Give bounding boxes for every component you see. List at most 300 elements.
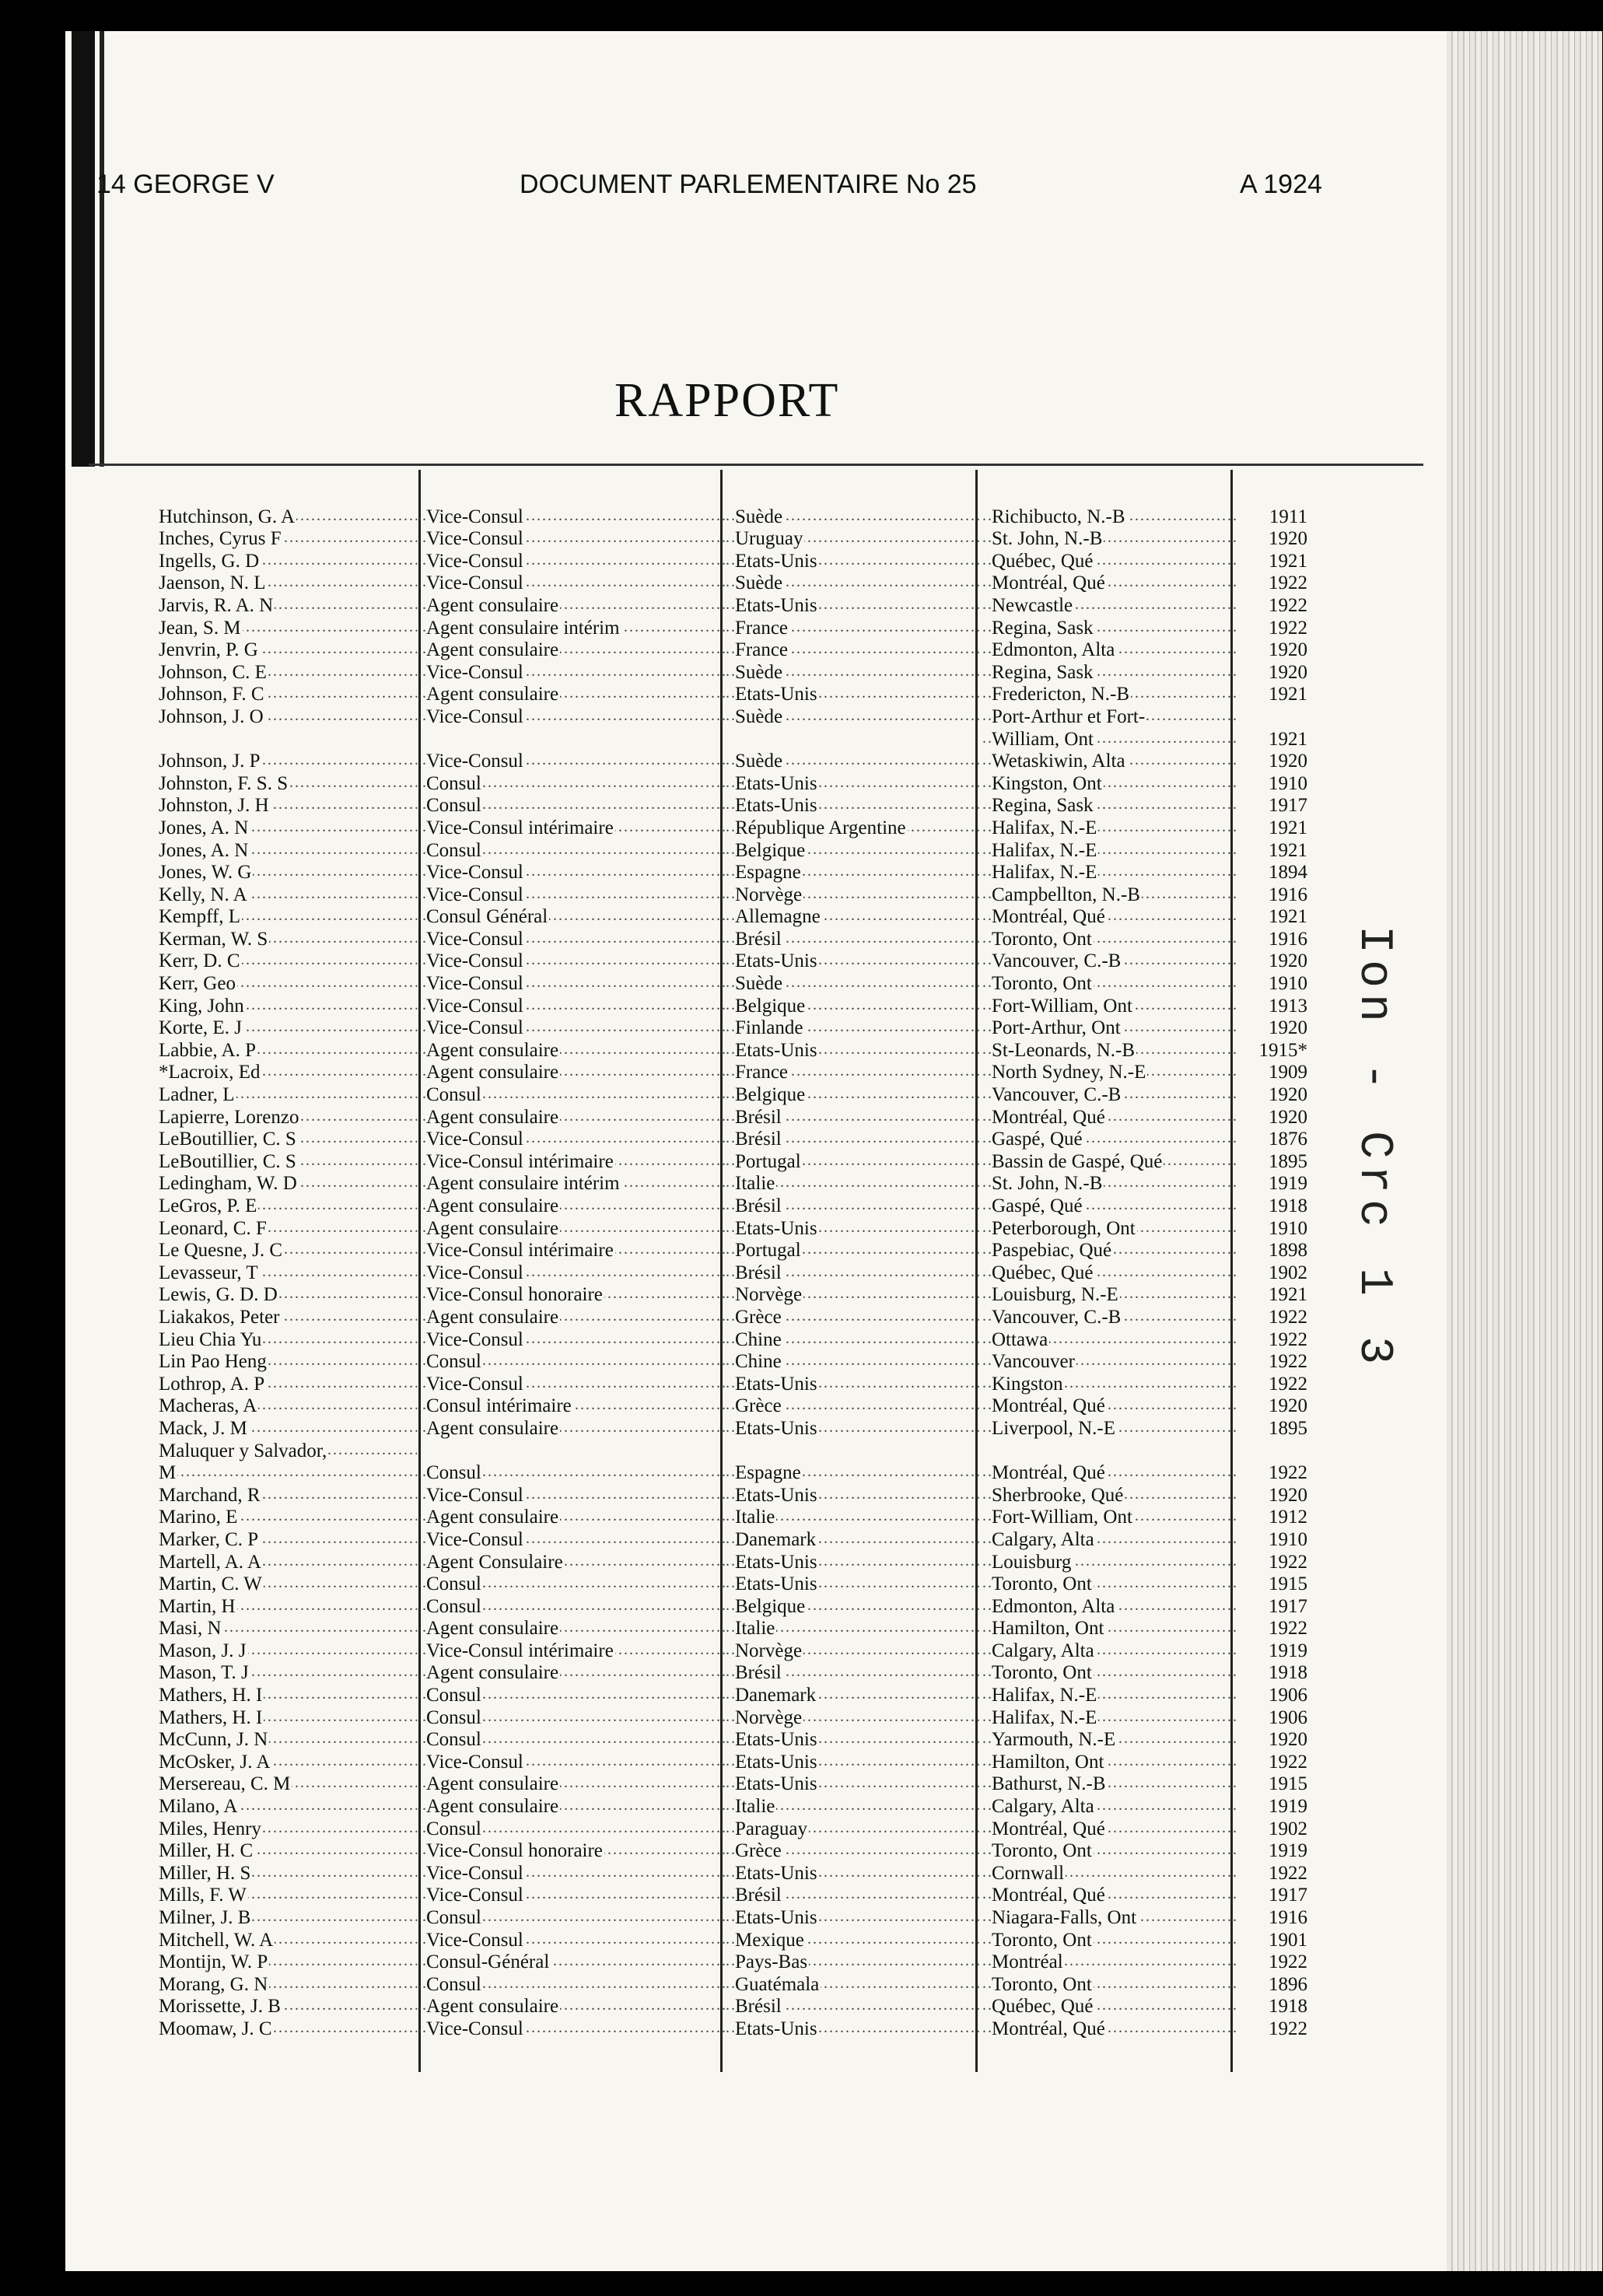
table-row xyxy=(159,1484,1349,1507)
name-cell xyxy=(159,1773,417,1795)
year-cell xyxy=(1239,1552,1315,1573)
table-row xyxy=(159,1306,1349,1328)
year-cell-text: 1922 xyxy=(1269,1862,1307,1884)
location-cell-text: Québec, Qué xyxy=(992,1262,1094,1283)
country-cell xyxy=(726,1773,982,1795)
year-cell-text: 1910 xyxy=(1269,973,1307,995)
name-cell-text: Martell, A. A xyxy=(159,1551,261,1573)
name-cell xyxy=(159,840,417,862)
year-cell-text: 1922 xyxy=(1269,1328,1307,1350)
year-cell-text: 1915* xyxy=(1258,1039,1307,1061)
table-row xyxy=(159,1684,1349,1706)
year-cell xyxy=(1239,973,1315,995)
country-cell-text: Espagne xyxy=(735,1462,801,1484)
name-cell-text: Masi, N xyxy=(159,1618,222,1640)
page-edge-stack xyxy=(1447,31,1602,2271)
country-cell xyxy=(726,1151,982,1173)
country-cell-text: Etats-Unis xyxy=(735,1417,817,1439)
year-cell-text: 1917 xyxy=(1269,795,1307,817)
title-cell-text: Vice-Consul xyxy=(426,705,523,727)
title-cell xyxy=(417,706,726,728)
location-cell xyxy=(982,1440,1239,1462)
title-cell xyxy=(417,1151,726,1173)
table-row xyxy=(159,1262,1349,1284)
country-cell-text: Etats-Unis xyxy=(735,1551,817,1573)
title-cell xyxy=(417,1618,726,1640)
location-cell xyxy=(982,1685,1239,1706)
country-cell-text: Portugal xyxy=(735,1150,801,1172)
year-cell-text: 1912 xyxy=(1269,1507,1307,1528)
country-cell xyxy=(726,1529,982,1551)
country-cell xyxy=(726,1618,982,1640)
country-cell-text: Pays-Bas xyxy=(735,1951,808,1973)
location-cell-text: Calgary, Alta xyxy=(992,1640,1094,1661)
year-cell-text: 1901 xyxy=(1269,1929,1307,1951)
title-cell xyxy=(417,1951,726,1973)
name-cell-text: Ingells, G. D xyxy=(159,550,260,572)
country-cell xyxy=(726,884,982,906)
location-cell-text: Gaspé, Qué xyxy=(992,1129,1083,1150)
country-cell xyxy=(726,1552,982,1573)
name-cell xyxy=(159,1329,417,1351)
title-cell xyxy=(417,1062,726,1083)
name-cell xyxy=(159,1062,417,1083)
table-row xyxy=(159,1929,1349,1951)
location-cell xyxy=(982,1707,1239,1729)
year-cell xyxy=(1239,1418,1315,1440)
name-cell xyxy=(159,1284,417,1306)
country-cell xyxy=(726,1329,982,1351)
name-cell-text: Lothrop, A. P xyxy=(159,1373,265,1395)
location-cell-text: Toronto, Ont xyxy=(992,973,1092,995)
header-left: 14 GEORGE V xyxy=(96,170,275,199)
country-cell xyxy=(726,684,982,705)
country-cell xyxy=(726,1573,982,1595)
table-row xyxy=(159,1328,1349,1351)
table-row xyxy=(159,795,1349,817)
title-cell-text: Consul xyxy=(426,1462,481,1484)
location-cell xyxy=(982,1596,1239,1618)
location-cell-text: Bathurst, N.-B xyxy=(992,1773,1106,1795)
location-cell xyxy=(982,1618,1239,1640)
location-cell-text: Bassin de Gaspé, Qué xyxy=(992,1150,1163,1172)
country-cell xyxy=(726,662,982,684)
title-cell xyxy=(417,684,726,705)
year-cell xyxy=(1239,817,1315,839)
name-cell xyxy=(159,1618,417,1640)
name-cell-text: Marker, C. P xyxy=(159,1528,259,1550)
title-cell-text: Vice-Consul intérimaire xyxy=(426,817,614,838)
location-cell xyxy=(982,1729,1239,1751)
year-cell-text: 1921 xyxy=(1269,839,1307,861)
year-cell-text: 1919 xyxy=(1269,1173,1307,1195)
name-cell xyxy=(159,506,417,528)
table-row xyxy=(159,1039,1349,1062)
title-cell xyxy=(417,906,726,928)
country-cell-text: Etats-Unis xyxy=(735,550,817,572)
name-cell xyxy=(159,884,417,906)
year-cell-text: 1918 xyxy=(1269,1662,1307,1684)
year-cell xyxy=(1239,1818,1315,1840)
name-cell-text: Mack, J. M xyxy=(159,1417,247,1439)
country-cell-text: Etats-Unis xyxy=(735,1039,817,1061)
year-cell-text: 1913 xyxy=(1269,995,1307,1017)
table-row xyxy=(159,1840,1349,1863)
name-cell xyxy=(159,1440,417,1462)
year-cell xyxy=(1239,1040,1315,1062)
country-cell xyxy=(726,1307,982,1328)
country-cell xyxy=(726,996,982,1017)
name-cell xyxy=(159,1374,417,1395)
country-cell-text: Etats-Unis xyxy=(735,594,817,616)
country-cell xyxy=(726,1596,982,1618)
name-cell xyxy=(159,795,417,817)
country-cell-text: Suède xyxy=(735,506,783,527)
year-cell-text: 1922 xyxy=(1269,1751,1307,1773)
year-cell xyxy=(1239,1462,1315,1484)
table-row xyxy=(159,1951,1349,1974)
table-row xyxy=(159,2018,1349,2040)
location-cell xyxy=(982,1507,1239,1528)
country-cell-text: Suède xyxy=(735,751,783,772)
name-cell xyxy=(159,1218,417,1240)
year-cell-text: 1921 xyxy=(1269,684,1307,705)
location-cell xyxy=(982,1218,1239,1240)
year-cell xyxy=(1239,795,1315,817)
location-cell-text: Campbellton, N.-B xyxy=(992,884,1140,905)
location-cell-text: Edmonton, Alta xyxy=(992,1595,1115,1617)
year-cell-text: 1922 xyxy=(1269,1351,1307,1373)
location-cell xyxy=(982,1395,1239,1417)
country-cell-text: Etats-Unis xyxy=(735,1907,817,1928)
year-cell xyxy=(1239,1017,1315,1039)
name-cell-text: Ledingham, W. D xyxy=(159,1173,297,1195)
table-row xyxy=(159,550,1349,572)
country-cell xyxy=(726,1440,982,1462)
location-cell-text: Gaspé, Qué xyxy=(992,1195,1083,1216)
name-cell xyxy=(159,1307,417,1328)
year-cell xyxy=(1239,1151,1315,1173)
title-cell xyxy=(417,751,726,772)
country-cell xyxy=(726,551,982,572)
name-cell xyxy=(159,1974,417,1996)
country-cell-text: Etats-Unis xyxy=(735,1484,817,1506)
location-cell-text: Halifax, N.-E xyxy=(992,862,1097,884)
country-cell xyxy=(726,1818,982,1840)
title-cell-text: Vice-Consul intérimaire xyxy=(426,1640,614,1661)
year-cell-text: 1921 xyxy=(1269,906,1307,928)
year-cell xyxy=(1239,1395,1315,1417)
name-cell-text: McCunn, J. N xyxy=(159,1729,268,1751)
name-cell-text: Kerman, W. S xyxy=(159,928,268,950)
location-cell xyxy=(982,1485,1239,1507)
year-cell-text: 1911 xyxy=(1269,506,1307,527)
year-cell-text xyxy=(1307,1440,1309,1461)
title-cell xyxy=(417,1818,726,1840)
title-cell-text: Agent consulaire xyxy=(426,1039,559,1061)
name-cell-text: Johnson, F. C xyxy=(159,684,264,705)
location-cell xyxy=(982,1662,1239,1684)
year-cell xyxy=(1239,1773,1315,1795)
location-cell xyxy=(982,662,1239,684)
title-cell-text: Vice-Consul honoraire xyxy=(426,1840,603,1862)
country-cell-text: Brésil xyxy=(735,1996,782,2018)
table-row xyxy=(159,594,1349,617)
table-row xyxy=(159,839,1349,862)
table-row xyxy=(159,1083,1349,1106)
name-cell-text: Moomaw, J. C xyxy=(159,2018,272,2039)
title-cell-text: Agent consulaire xyxy=(426,1796,559,1818)
location-cell-text: North Sydney, N.-E xyxy=(992,1062,1146,1083)
name-cell-text: *Lacroix, Ed xyxy=(159,1062,261,1083)
location-cell-text xyxy=(992,1440,993,1461)
country-cell-text: Italie xyxy=(735,1796,775,1818)
location-cell xyxy=(982,1418,1239,1440)
country-cell-text: Belgique xyxy=(735,1084,806,1106)
location-cell xyxy=(982,729,1239,751)
title-cell-text: Vice-Consul xyxy=(426,661,523,683)
location-cell-text: Montréal, Qué xyxy=(992,1885,1105,1906)
name-cell xyxy=(159,817,417,839)
year-cell xyxy=(1239,996,1315,1017)
title-cell xyxy=(417,1729,726,1751)
country-cell-text: Etats-Unis xyxy=(735,1573,817,1595)
year-cell xyxy=(1239,2018,1315,2040)
country-cell-text: Suède xyxy=(735,973,783,995)
location-cell xyxy=(982,840,1239,862)
title-cell-text: Consul xyxy=(426,1729,481,1751)
country-cell xyxy=(726,1240,982,1262)
table-row xyxy=(159,1618,1349,1640)
country-cell-text: Allemagne xyxy=(735,906,821,928)
name-cell-text: Milano, A xyxy=(159,1796,238,1818)
table-row xyxy=(159,1573,1349,1596)
country-cell-text: Etats-Unis xyxy=(735,1217,817,1239)
table-row xyxy=(159,972,1349,995)
year-cell-text: 1922 xyxy=(1269,1951,1307,1973)
year-cell-text: 1915 xyxy=(1269,1773,1307,1795)
year-cell-text: 1918 xyxy=(1269,1996,1307,2018)
location-cell-text: Toronto, Ont xyxy=(992,1840,1092,1862)
location-cell-text: Montréal, Qué xyxy=(992,2018,1105,2039)
name-cell-text: Lin Pao Heng xyxy=(159,1351,267,1373)
table-row xyxy=(159,1729,1349,1752)
name-cell xyxy=(159,684,417,705)
year-cell xyxy=(1239,1707,1315,1729)
name-cell-text: Kelly, N. A xyxy=(159,884,247,905)
location-cell xyxy=(982,1818,1239,1840)
title-cell-text: Consul Général xyxy=(426,906,548,928)
location-cell xyxy=(982,2018,1239,2040)
year-cell-text: 1920 xyxy=(1269,528,1307,550)
country-cell-text: Norvège xyxy=(735,1706,803,1728)
year-cell xyxy=(1239,1485,1315,1507)
name-cell xyxy=(159,751,417,772)
country-cell xyxy=(726,1662,982,1684)
location-cell xyxy=(982,1374,1239,1395)
year-cell xyxy=(1239,1240,1315,1262)
name-cell-text: Liakakos, Peter xyxy=(159,1306,280,1328)
year-cell xyxy=(1239,662,1315,684)
title-cell-text: Vice-Consul xyxy=(426,528,523,550)
location-cell xyxy=(982,639,1239,661)
name-cell xyxy=(159,1462,417,1484)
location-cell-text: Calgary, Alta xyxy=(992,1528,1094,1550)
country-cell-text: Paraguay xyxy=(735,1818,808,1839)
table-row xyxy=(159,862,1349,884)
table-row xyxy=(159,572,1349,595)
name-cell xyxy=(159,1107,417,1129)
name-cell xyxy=(159,996,417,1017)
location-cell xyxy=(982,1885,1239,1906)
country-cell-text xyxy=(735,729,737,750)
location-cell xyxy=(982,751,1239,772)
year-cell xyxy=(1239,1752,1315,1773)
year-cell-text: 1920 xyxy=(1269,661,1307,683)
location-cell-text: Vancouver xyxy=(992,1351,1075,1373)
title-cell-text: Consul xyxy=(426,1685,481,1706)
year-cell xyxy=(1239,528,1315,550)
year-cell-text: 1902 xyxy=(1269,1818,1307,1839)
table-row xyxy=(159,1106,1349,1129)
location-cell xyxy=(982,1907,1239,1929)
location-cell-text: Québec, Qué xyxy=(992,550,1094,572)
location-cell-text: Fort-William, Ont xyxy=(992,1507,1132,1528)
name-cell xyxy=(159,906,417,928)
name-cell-text: Le Quesne, J. C xyxy=(159,1240,282,1262)
table-row xyxy=(159,1351,1349,1374)
name-cell xyxy=(159,662,417,684)
title-cell-text: Agent consulaire intérim xyxy=(426,617,620,639)
location-cell xyxy=(982,1151,1239,1173)
location-cell xyxy=(982,773,1239,795)
title-cell-text: Vice-Consul xyxy=(426,751,523,772)
table-row xyxy=(159,1395,1349,1418)
title-cell xyxy=(417,506,726,528)
name-cell-text: Jones, W. G xyxy=(159,862,252,884)
name-cell xyxy=(159,706,417,728)
location-cell-text: Ottawa xyxy=(992,1328,1048,1350)
title-cell xyxy=(417,1662,726,1684)
year-cell-text: 1894 xyxy=(1269,862,1307,884)
country-cell-text: Danemark xyxy=(735,1685,817,1706)
country-cell xyxy=(726,1752,982,1773)
country-cell-text: Etats-Unis xyxy=(735,950,817,972)
title-cell-text: Consul xyxy=(426,1907,481,1928)
table-row xyxy=(159,728,1349,751)
location-cell-text: Montréal, Qué xyxy=(992,1106,1105,1128)
title-cell-text: Agent consulaire xyxy=(426,684,559,705)
header-center: DOCUMENT PARLEMENTAIRE No 25 xyxy=(520,170,977,199)
table-row xyxy=(159,1862,1349,1885)
location-cell xyxy=(982,795,1239,817)
year-cell xyxy=(1239,551,1315,572)
name-cell-text: Levasseur, T xyxy=(159,1262,258,1283)
name-cell xyxy=(159,1351,417,1373)
name-cell xyxy=(159,1818,417,1840)
title-cell xyxy=(417,1017,726,1039)
title-cell xyxy=(417,884,726,906)
location-cell xyxy=(982,1951,1239,1973)
title-cell xyxy=(417,1129,726,1150)
country-cell xyxy=(726,1507,982,1528)
name-cell-text: Martin, C. W xyxy=(159,1573,262,1595)
title-cell-text: Vice-Consul xyxy=(426,1929,523,1951)
title-cell xyxy=(417,1507,726,1528)
name-cell-text: Mathers, H. I xyxy=(159,1685,263,1706)
name-cell xyxy=(159,1552,417,1573)
location-cell-text: Port-Arthur et Fort- xyxy=(992,705,1146,727)
year-cell xyxy=(1239,1262,1315,1284)
country-cell xyxy=(726,1040,982,1062)
table-row xyxy=(159,884,1349,906)
location-cell-text: Regina, Sask xyxy=(992,617,1094,639)
title-cell-text: Consul xyxy=(426,1084,481,1106)
name-cell-text: Marchand, R xyxy=(159,1484,261,1506)
name-cell xyxy=(159,1885,417,1906)
table-row xyxy=(159,928,1349,950)
country-cell-text: Italie xyxy=(735,1618,775,1640)
year-cell xyxy=(1239,862,1315,884)
name-cell xyxy=(159,1418,417,1440)
title-cell xyxy=(417,1752,726,1773)
year-cell xyxy=(1239,1107,1315,1129)
title-cell xyxy=(417,1084,726,1106)
location-cell-text: Halifax, N.-E xyxy=(992,1706,1097,1728)
name-cell-text: Macheras, A xyxy=(159,1395,257,1417)
name-cell-text: Mason, T. J xyxy=(159,1662,249,1684)
country-cell-text: Grèce xyxy=(735,1395,782,1417)
table-row xyxy=(159,506,1349,528)
location-cell xyxy=(982,862,1239,884)
country-cell-text: Finlande xyxy=(735,1017,803,1039)
table-row xyxy=(159,1595,1349,1618)
country-cell-text: Brésil xyxy=(735,1195,782,1216)
location-cell xyxy=(982,1173,1239,1195)
year-cell xyxy=(1239,1507,1315,1528)
title-cell xyxy=(417,1329,726,1351)
table-row xyxy=(159,1528,1349,1551)
year-cell xyxy=(1239,773,1315,795)
country-cell-text: Etats-Unis xyxy=(735,1773,817,1795)
title-cell xyxy=(417,662,726,684)
country-cell-text: République Argentine xyxy=(735,817,906,838)
year-cell-text: 1922 xyxy=(1269,1462,1307,1484)
country-cell xyxy=(726,1885,982,1906)
name-cell-text: Johnson, J. P xyxy=(159,751,261,772)
title-cell-text: Agent consulaire xyxy=(426,1217,559,1239)
name-cell xyxy=(159,1640,417,1662)
name-cell xyxy=(159,1685,417,1706)
country-cell-text: Grèce xyxy=(735,1306,782,1328)
name-cell-text: Martin, H xyxy=(159,1595,236,1617)
country-cell-text: Suède xyxy=(735,661,783,683)
title-cell-text: Vice-Consul xyxy=(426,1751,523,1773)
name-cell-text: Lewis, G. D. D xyxy=(159,1284,278,1306)
name-cell xyxy=(159,1262,417,1284)
title-cell-text: Vice-Consul xyxy=(426,2018,523,2039)
title-cell xyxy=(417,1374,726,1395)
location-cell xyxy=(982,1462,1239,1484)
name-cell xyxy=(159,1930,417,1951)
name-cell xyxy=(159,1996,417,2018)
year-cell xyxy=(1239,1173,1315,1195)
name-cell xyxy=(159,862,417,884)
country-cell xyxy=(726,1195,982,1217)
name-cell xyxy=(159,639,417,661)
country-cell-text: Italie xyxy=(735,1173,775,1195)
year-cell xyxy=(1239,1729,1315,1751)
